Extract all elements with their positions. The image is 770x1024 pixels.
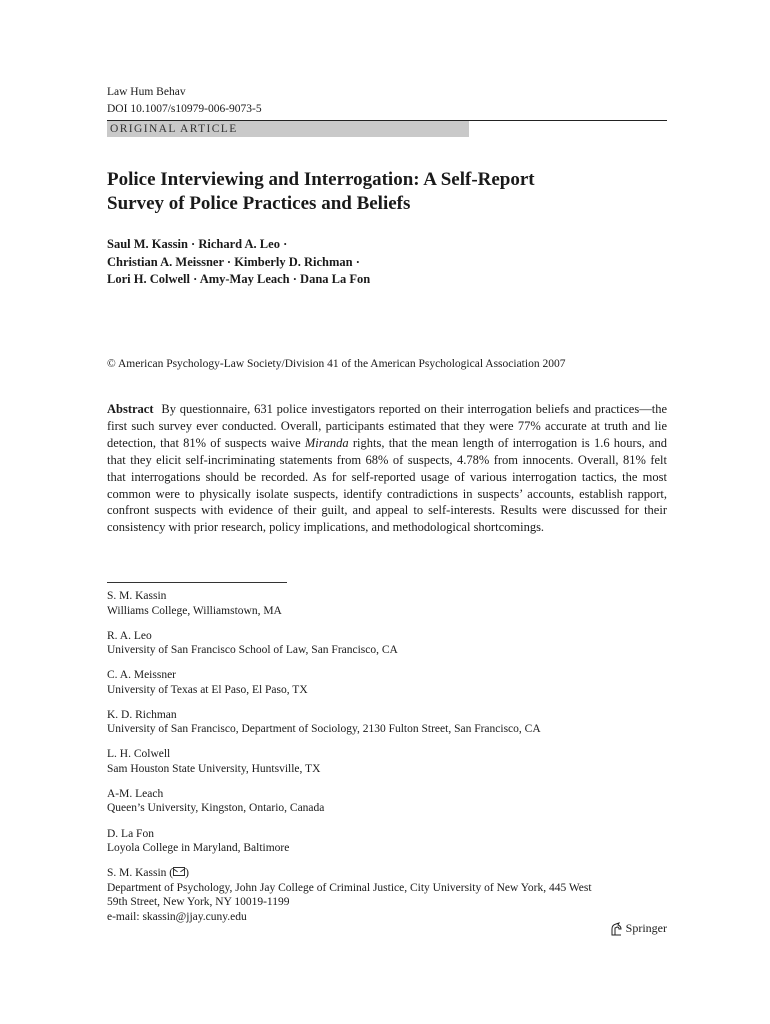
affiliation-address: Williams College, Williamstown, MA	[107, 604, 282, 617]
affiliation-address: Queen’s University, Kingston, Ontario, Canada	[107, 802, 325, 815]
affiliation-item	[107, 787, 667, 816]
affiliation-address: Sam Houston State University, Huntsville, TX	[107, 762, 321, 775]
publisher-name: Springer	[625, 921, 667, 935]
affiliation-address: University of San Francisco, Department of Sociology, 2130 Fulton Street, San Francisco, CA	[107, 723, 541, 736]
authors-line-2: Christian A. Meissner · Kimberly D. Richman ·	[107, 254, 360, 269]
affiliation-item	[107, 747, 667, 776]
affiliation-address: University of Texas at El Paso, El Paso, TX	[107, 683, 308, 696]
affiliation-item	[107, 629, 667, 658]
article-type-bar	[107, 120, 667, 137]
footnote-rule	[107, 582, 287, 583]
corresponding-name-line	[107, 866, 667, 881]
paper-title	[107, 168, 667, 216]
doi[interactable]: DOI 10.1007/s10979-006-9073-5	[107, 103, 262, 115]
affiliation-item	[107, 708, 667, 737]
affiliation-item	[107, 827, 667, 856]
corresponding-address-2: 59th Street, New York, NY 10019-1199	[107, 896, 290, 909]
title-line-1: Police Interviewing and Interrogation: A Self-Report	[107, 169, 535, 190]
abstract-text-1: By questionnaire, 631 police investigators reported on their interrogation beliefs and practices—the first such survey ever conducted. Overall, participants estimated that they were 77% accurate at truth and lie detection, that 81% of suspects waive	[107, 402, 667, 450]
abstract	[107, 401, 667, 536]
envelope-icon[interactable]	[173, 867, 185, 876]
title-line-2: Survey of Police Practices and Beliefs	[107, 193, 411, 214]
affiliation-item	[107, 668, 667, 697]
affiliation-name: D. La Fon	[107, 827, 154, 840]
corresponding-address-1: Department of Psychology, John Jay College of Criminal Justice, City University of New York, 445 West	[107, 881, 592, 894]
copyright-notice: © American Psychology-Law Society/Division 41 of the American Psychological Association 2007	[107, 358, 566, 370]
abstract-label: Abstract	[107, 402, 154, 416]
authors-line-3: Lori H. Colwell · Amy-May Leach · Dana La Fon	[107, 272, 371, 286]
corresponding-name-close: )	[185, 867, 189, 880]
affiliations	[107, 589, 667, 935]
corresponding-author	[107, 866, 667, 924]
abstract-italic-term: Miranda	[304, 435, 349, 450]
affiliation-name: R. A. Leo	[107, 629, 152, 642]
affiliation-name: C. A. Meissner	[107, 669, 176, 682]
affiliation-address: Loyola College in Maryland, Baltimore	[107, 842, 290, 855]
affiliation-name: K. D. Richman	[107, 708, 177, 721]
publisher-logo	[610, 921, 667, 936]
corresponding-name: S. M. Kassin (	[107, 867, 174, 880]
affiliation-address: University of San Francisco School of Law, San Francisco, CA	[107, 644, 398, 657]
authors-line-1: Saul M. Kassin · Richard A. Leo ·	[107, 237, 288, 251]
abstract-text-2: rights, that the mean length of interrogation is 1.6 hours, and that they elicit self-incriminating statements from 68% of suspects, 4.78% from innocents. Overall, 81% felt that interrogations should be recorded. As for self-reported usage of various interrogation tactics, the most common were to physically isolate suspects, identify contradictions in suspects’ accounts, establish rapport, confront suspects with evidence of their guilt, and appeal to self-interests. Results were discussed for their consistency with prior research, policy implications, and methodological shortcomings.	[107, 435, 667, 535]
affiliation-name: S. M. Kassin	[107, 590, 167, 602]
journal-name: Law Hum Behav	[107, 86, 186, 98]
springer-horse-icon	[610, 922, 623, 936]
author-list	[107, 236, 667, 289]
article-type: ORIGINAL ARTICLE	[107, 121, 469, 137]
affiliation-name: A-M. Leach	[107, 787, 164, 800]
affiliation-item	[107, 589, 667, 618]
journal-meta	[107, 84, 262, 118]
corresponding-email[interactable]: e-mail: skassin@jjay.cuny.edu	[107, 910, 247, 923]
affiliation-name: L. H. Colwell	[107, 748, 171, 761]
